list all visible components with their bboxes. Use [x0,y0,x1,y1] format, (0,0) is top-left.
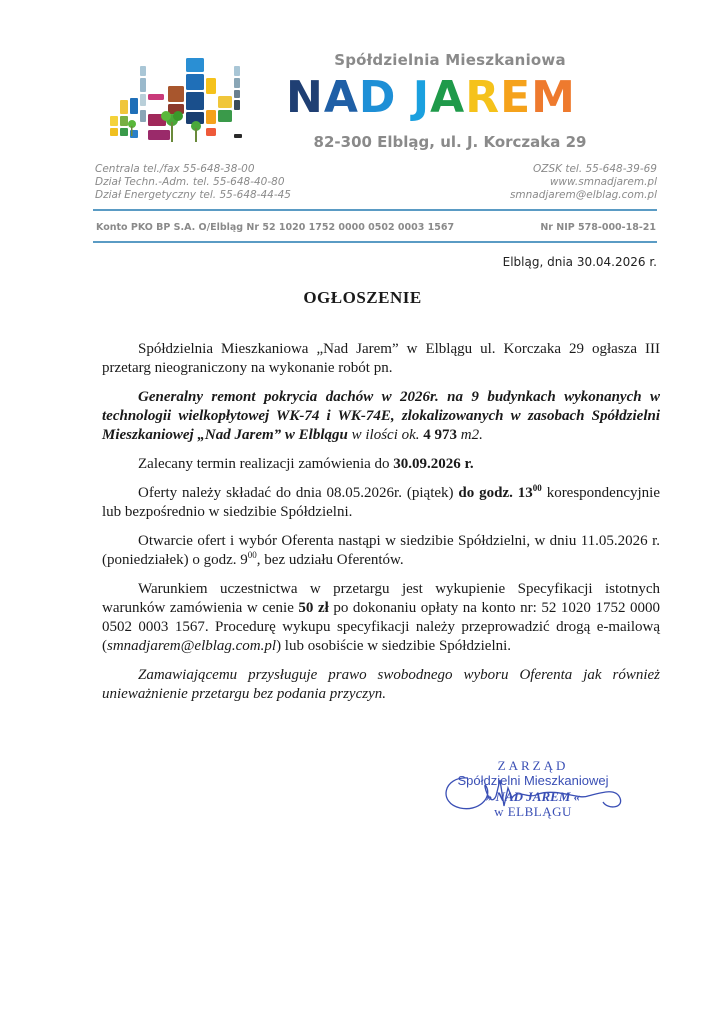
quantity-value: 4 973 [423,427,458,443]
quantity-prefix: w ilości ok. [347,427,424,443]
contact-line: Dział Energetyczny tel. 55-648-44-45 [95,189,291,201]
date-line: Elbląg, dnia 30.04.2026 r. [502,255,657,269]
contact-email-link[interactable]: smnadjarem@elblag.com.pl [107,638,277,654]
signature-icon [438,758,638,828]
specification-price: 50 zł [298,600,329,616]
board-stamp [438,758,628,828]
stamp-line-city: w ELBLĄGU [494,804,572,819]
org-name-letter [396,72,412,123]
subject-text: Generalny remont pokrycia dachów w 2026r. na 9 budynkach wykonanych w technologii wielkopłytowej WK-74 i WK-74E, zlokalizowanych w zasobach Spółdzielni Mieszkaniowej „Nad Jarem” w Elblągu [102,389,660,443]
deadline-value: 30.09.2026 r. [393,456,474,472]
quantity-unit: m2. [457,427,483,443]
offers-suffix: korespondencyjnie lub bezpośrednio w siedzibie Spółdzielni. [102,485,660,520]
org-name-letter: A [430,72,466,123]
contacts-right [510,163,657,202]
bank-info-line [96,222,656,233]
deadline-paragraph [102,455,660,474]
subject-paragraph [102,388,660,445]
website-link[interactable]: www.smnadjarem.pl [549,176,657,188]
stamp-line-name: » NAD JAREM « [485,789,581,804]
intro-paragraph: Spółdzielnia Mieszkaniowa „Nad Jarem” w Elblągu ul. Korczaka 29 ogłasza III przetarg nieograniczony na wykonanie robót pn. [102,341,660,376]
organization-subtitle: Spółdzielnia Mieszkaniowa [334,51,566,69]
header-divider [93,241,657,243]
conditions-prefix: Warunkiem uczestnictwa w przetargu jest wykupienie Specyfikacji istotnych warunków zamówienia w cenie [102,581,660,616]
conditions-paragraph [102,580,660,656]
organization-address: 82-300 Elbląg, ul. J. Korczaka 29 [313,133,587,151]
stamp-line-board: ZARZĄD [497,758,569,773]
opening-time-sup: 00 [247,550,257,560]
stamp-line-cooperative: Spółdzielni Mieszkaniowej [457,773,609,788]
org-name-letter: M [531,72,576,123]
bank-account: Konto PKO BP S.A. O/Elbląg Nr 52 1020 1752 0000 0502 0003 1567 [96,222,455,233]
building-blocks-logo-icon [108,58,253,143]
closing-paragraph: Zamawiającemu przysługuje prawo swobodnego wyboru Oferenta jak również unieważnienie przetargu bez podania przyczyn. [102,667,660,702]
org-name-letter: E [500,72,532,123]
org-name-letter: N [286,72,324,123]
contact-line: Dział Techn.-Adm. tel. 55-648-40-80 [95,176,285,188]
org-name-letter: R [465,72,501,123]
document-title: OGŁOSZENIE [303,288,422,307]
org-name-letter: J [412,72,431,123]
conditions-middle: po dokonaniu opłaty na konto nr: 52 1020 1752 0000 0502 0003 1567. Procedurę wykupu specyfikacji należy przeprowadzić drogą e-mailową ( [102,600,660,654]
contact-line: Centrala tel./fax 55-648-38-00 [95,163,255,175]
deadline-prefix: Zalecany termin realizacji zamówienia do [138,456,394,472]
announcement-body [102,340,660,714]
opening-paragraph [102,532,660,570]
opening-suffix: , bez udziału Oferentów. [256,552,404,568]
opening-prefix: Otwarcie ofert i wybór Oferenta nastąpi w siedzibie Spółdzielni, w dniu 11.05.2026 r. (poniedziałek) o godz. 9 [102,533,660,568]
contact-line: OZSK tel. 55-648-39-69 [532,163,657,175]
offers-paragraph [102,484,660,522]
contacts-left [95,163,291,202]
offers-prefix: Oferty należy składać do dnia 08.05.2026r. (piątek) [138,485,459,501]
email-link[interactable]: smnadjarem@elblag.com.pl [509,189,657,201]
offers-deadline-time: do godz. 13 [458,485,533,501]
conditions-suffix: ) lub osobiście w siedzibie Spółdzielni. [276,638,512,654]
org-name-letter: D [358,72,397,123]
header-divider [93,209,657,211]
offers-time-sup: 00 [532,483,542,493]
org-name-letter: A [323,72,359,123]
organization-name [286,72,626,124]
nip-number: Nr NIP 578-000-18-21 [540,222,656,233]
